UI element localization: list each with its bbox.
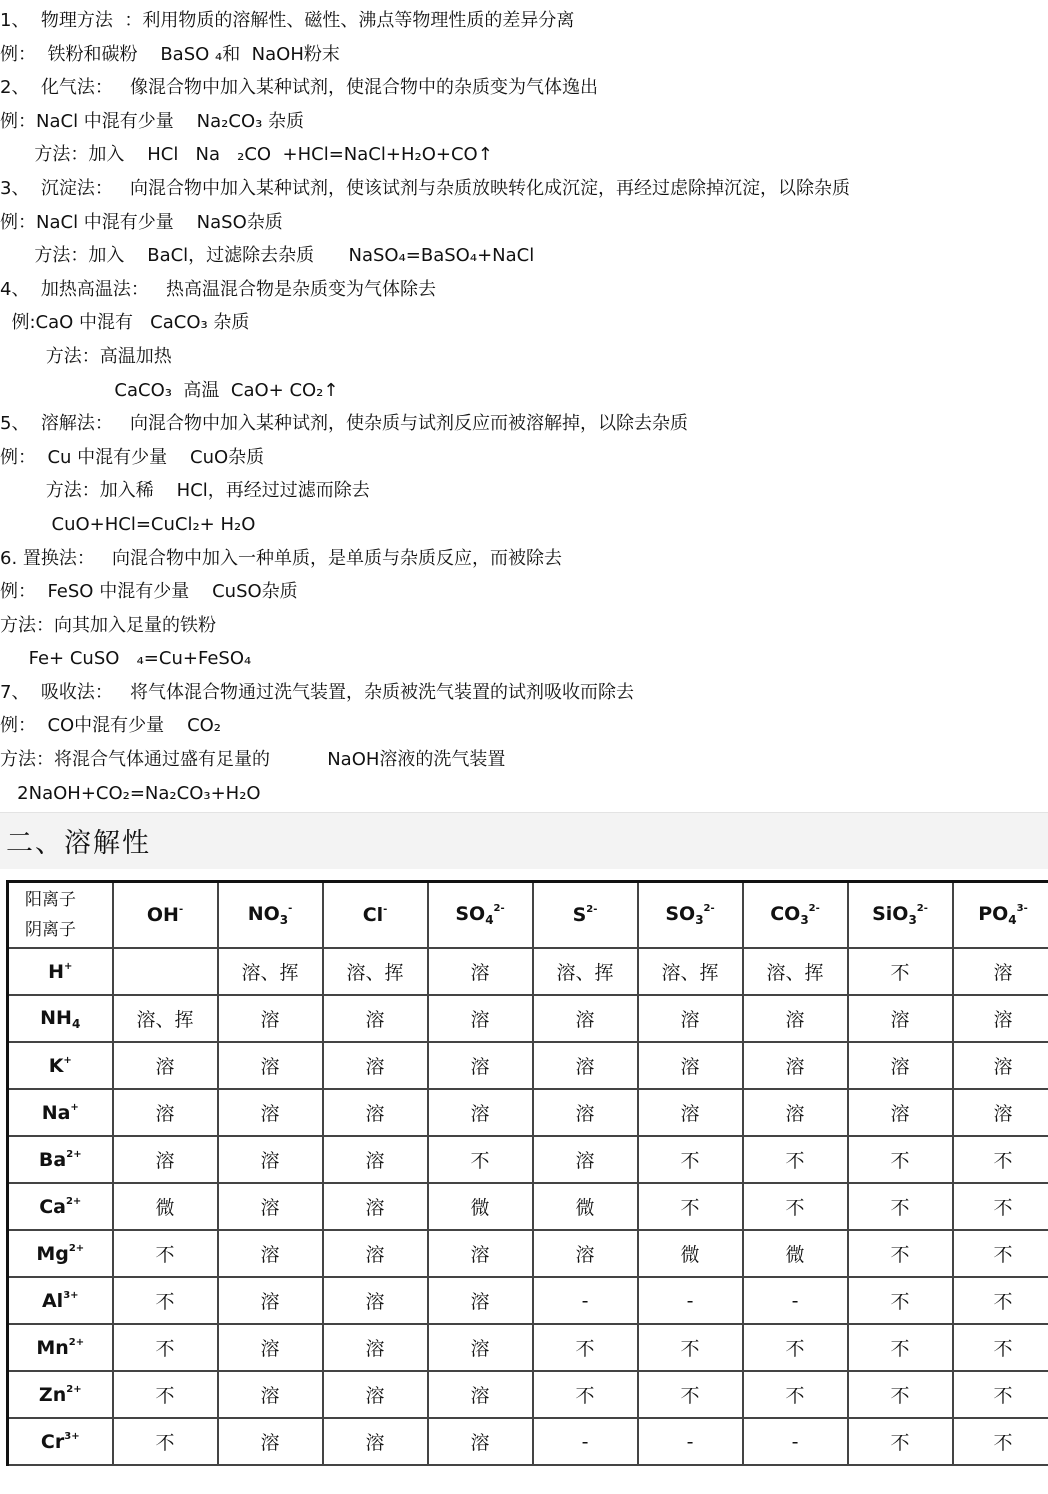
solubility-cell: 微 (743, 1230, 848, 1277)
solubility-cell: 溶 (428, 1371, 533, 1418)
solubility-cell: 不 (953, 1183, 1048, 1230)
solubility-cell: 不 (953, 1324, 1048, 1371)
text-line: 方法：加入 BaCl，过滤除去杂质 NaSO₄=BaSO₄+NaCl (0, 245, 535, 267)
ion-symbol: PO (978, 903, 1009, 925)
solubility-cell: 不 (743, 1183, 848, 1230)
solubility-cell: 不 (953, 1277, 1048, 1324)
solubility-cell: 溶、挥 (323, 948, 428, 995)
solubility-cell: 溶 (218, 1277, 323, 1324)
table-row (8, 1089, 1048, 1136)
solubility-cell: 不 (848, 948, 953, 995)
cation-header-cell (8, 1042, 113, 1089)
solubility-cell: 溶 (218, 1418, 323, 1465)
solubility-cell: 不 (113, 1324, 218, 1371)
solubility-cell: 溶 (743, 1089, 848, 1136)
solubility-cell: - (533, 1277, 638, 1324)
ion-charge: - (178, 904, 184, 915)
anion-header-cell (743, 882, 848, 949)
solubility-cell: 不 (743, 1136, 848, 1183)
solubility-cell: 不 (848, 1230, 953, 1277)
ion-symbol: SO (665, 903, 696, 925)
solubility-cell: 不 (848, 1418, 953, 1465)
ion-symbol: Cr (40, 1430, 65, 1453)
solubility-cell: 溶 (428, 1418, 533, 1465)
corner-anion-label: 阴离子 (25, 920, 76, 940)
ion-symbol: SO (455, 903, 486, 925)
ion-charge: 3+ (64, 1430, 80, 1442)
ion-charge: 2- (493, 903, 505, 914)
solubility-cell: 溶 (533, 995, 638, 1042)
solubility-cell: 溶 (428, 1042, 533, 1089)
solubility-cell: - (638, 1418, 743, 1465)
solubility-cell: 溶 (428, 948, 533, 995)
solubility-cell: - (533, 1418, 638, 1465)
ion-symbol: NH (40, 1006, 72, 1029)
ion-symbol: Zn (38, 1383, 67, 1406)
ion-charge: 2+ (68, 1336, 85, 1348)
cation-header-cell (8, 1230, 113, 1277)
text-line: 4、 加热高温法： 热高温混合物是杂质变为气体除去 (0, 278, 437, 300)
text-line: 例：NaCl 中混有少量 NaSO杂质 (0, 211, 283, 233)
cation-header-cell (8, 995, 113, 1042)
ion-charge: 2+ (68, 1242, 85, 1254)
solubility-cell: 溶 (218, 1183, 323, 1230)
cation-header-cell (8, 948, 113, 995)
text-line: 2、 化气法： 像混合物中加入某种试剂，使混合物中的杂质变为气体逸出 (0, 77, 599, 99)
solubility-cell: 溶 (428, 995, 533, 1042)
solubility-cell: 不 (638, 1136, 743, 1183)
ion-subscript: 3 (695, 913, 704, 927)
solubility-cell: 不 (953, 1230, 1048, 1277)
ion-symbol: NO (247, 903, 280, 925)
ion-charge: 2- (703, 903, 715, 914)
solubility-cell: 不 (848, 1371, 953, 1418)
solubility-cell: 溶 (428, 1324, 533, 1371)
text-line: CuO+HCl=CuCl₂+ H₂O (0, 513, 256, 535)
text-line: 方法：加入稀 HCl，再经过过滤而除去 (0, 480, 370, 502)
text-line: 2NaOH+CO₂=Na₂CO₃+H₂O (0, 782, 261, 804)
solubility-cell: 不 (533, 1371, 638, 1418)
cation-header-cell (8, 1183, 113, 1230)
solubility-cell: 溶 (848, 1042, 953, 1089)
section-divider (0, 812, 1048, 869)
text-line: 方法：加入 HCl Na ₂CO +HCl=NaCl+H₂O+CO↑ (0, 144, 493, 166)
solubility-cell: 溶 (638, 995, 743, 1042)
table-row (8, 948, 1048, 995)
ion-charge: 3- (1016, 903, 1028, 914)
solubility-cell: 溶 (743, 995, 848, 1042)
solubility-cell: 不 (848, 1136, 953, 1183)
solubility-cell: 溶 (218, 1371, 323, 1418)
method-text-block (0, 4, 1048, 810)
solubility-cell: 溶 (323, 1418, 428, 1465)
text-line: 例： FeSO 中混有少量 CuSO杂质 (0, 581, 298, 603)
ion-symbol: K (48, 1054, 64, 1077)
solubility-cell: 溶 (428, 1230, 533, 1277)
solubility-cell: 不 (953, 1418, 1048, 1465)
table-row (8, 1183, 1048, 1230)
solubility-cell: 溶 (218, 995, 323, 1042)
ion-subscript: 3 (800, 913, 809, 927)
solubility-cell: 不 (533, 1324, 638, 1371)
text-line: 6. 置换法： 向混合物中加入一种单质，是单质与杂质反应，而被除去 (0, 547, 563, 569)
solubility-cell: 溶 (953, 1042, 1048, 1089)
solubility-cell: 溶 (533, 1230, 638, 1277)
anion-header-cell (323, 882, 428, 949)
ion-symbol: Mn (36, 1336, 69, 1359)
ion-charge: + (70, 1101, 79, 1113)
text-line: 方法：向其加入足量的铁粉 (0, 614, 216, 636)
solubility-cell: 溶 (638, 1042, 743, 1089)
ion-subscript: 4 (1008, 913, 1017, 927)
table-row (8, 1230, 1048, 1277)
anion-header-cell (218, 882, 323, 949)
ion-symbol: H (48, 960, 64, 983)
ion-symbol: SiO (872, 903, 909, 925)
ion-symbol: Ca (39, 1195, 66, 1218)
text-line: 7、 吸收法： 将气体混合物通过洗气装置，杂质被洗气装置的试剂吸收而除去 (0, 681, 635, 703)
solubility-cell: 不 (113, 1371, 218, 1418)
table-row (8, 1136, 1048, 1183)
solubility-cell: 溶 (953, 995, 1048, 1042)
corner-cation-label: 阳离子 (25, 890, 76, 910)
solubility-cell: 溶 (323, 1230, 428, 1277)
solubility-cell: 溶 (218, 1324, 323, 1371)
solubility-cell: 溶 (533, 1136, 638, 1183)
ion-symbol: Mg (36, 1242, 69, 1265)
ion-symbol: Ba (38, 1148, 67, 1171)
solubility-cell: 溶 (428, 1277, 533, 1324)
anion-header-cell (533, 882, 638, 949)
solubility-cell: 溶 (428, 1089, 533, 1136)
ion-subscript: 3 (908, 913, 917, 927)
solubility-cell: 微 (638, 1230, 743, 1277)
section-title: 二、溶解性 (6, 828, 151, 859)
solubility-cell: 不 (848, 1324, 953, 1371)
cation-header-cell (8, 1371, 113, 1418)
solubility-cell: 不 (638, 1324, 743, 1371)
anion-header-cell (953, 882, 1048, 949)
cation-header-cell (8, 1418, 113, 1465)
solubility-cell: - (638, 1277, 743, 1324)
solubility-cell: 溶 (953, 1089, 1048, 1136)
solubility-cell: 溶 (323, 1324, 428, 1371)
ion-charge: + (63, 1054, 72, 1066)
solubility-cell: 溶 (743, 1042, 848, 1089)
solubility-cell: 溶、挥 (638, 948, 743, 995)
table-row (8, 1042, 1048, 1089)
ion-symbol: S (572, 904, 587, 926)
solubility-cell: 溶 (323, 1371, 428, 1418)
solubility-cell (113, 948, 218, 995)
solubility-cell: 不 (848, 1277, 953, 1324)
solubility-cell: 溶、挥 (113, 995, 218, 1042)
ion-charge: + (64, 960, 73, 972)
text-line: 5、 溶解法： 向混合物中加入某种试剂，使杂质与试剂反应而被溶解掉，以除去杂质 (0, 413, 689, 435)
cation-header-cell (8, 1136, 113, 1183)
ion-symbol: CO (770, 903, 801, 925)
solubility-cell: 溶 (218, 1136, 323, 1183)
solubility-cell: 溶 (533, 1089, 638, 1136)
anion-header-cell (428, 882, 533, 949)
anion-header-cell (113, 882, 218, 949)
text-line: 例： Cu 中混有少量 CuO杂质 (0, 446, 265, 468)
text-line: 方法：高温加热 (0, 345, 172, 367)
solubility-cell: 溶、挥 (743, 948, 848, 995)
ion-subscript: 4 (485, 913, 494, 927)
ion-symbol: Al (41, 1289, 64, 1312)
ion-charge: 2- (808, 903, 820, 914)
solubility-cell: 不 (638, 1183, 743, 1230)
ion-subscript: 4 (71, 1016, 81, 1031)
ion-charge: 2+ (65, 1195, 82, 1207)
solubility-cell: 溶、挥 (533, 948, 638, 995)
text-line: CaCO₃ 高温 CaO+ CO₂↑ (0, 379, 339, 401)
solubility-cell: 溶 (323, 995, 428, 1042)
ion-charge: 2+ (66, 1383, 82, 1395)
text-line: Fe+ CuSO ₄=Cu+FeSO₄ (0, 648, 252, 670)
cation-header-cell (8, 1277, 113, 1324)
solubility-cell: 不 (848, 1183, 953, 1230)
text-line: 例:CaO 中混有 CaCO₃ 杂质 (0, 312, 250, 334)
cation-header-cell (8, 1089, 113, 1136)
solubility-cell: 不 (743, 1371, 848, 1418)
solubility-cell: 溶 (953, 948, 1048, 995)
anion-header-cell (638, 882, 743, 949)
ion-symbol: Na (41, 1101, 71, 1124)
text-line: 1、 物理方法 ：利用物质的溶解性、磁性、沸点等物理性质的差异分离 (0, 10, 575, 31)
solubility-cell: 不 (953, 1136, 1048, 1183)
solubility-cell: 溶 (218, 1230, 323, 1277)
ion-symbol: OH (146, 904, 179, 926)
solubility-cell: 溶 (113, 1136, 218, 1183)
solubility-cell: 溶 (323, 1042, 428, 1089)
anion-header-cell (848, 882, 953, 949)
solubility-cell: 溶 (113, 1089, 218, 1136)
solubility-cell: 溶 (323, 1277, 428, 1324)
text-line: 方法：将混合气体通过盛有足量的 NaOH溶液的洗气装置 (0, 749, 506, 771)
ion-charge: 2+ (66, 1148, 82, 1160)
table-row (8, 995, 1048, 1042)
solubility-cell: 溶 (638, 1089, 743, 1136)
text-line: 例： CO中混有少量 CO₂ (0, 715, 222, 737)
solubility-cell: 溶 (848, 1089, 953, 1136)
solubility-cell: 溶 (323, 1136, 428, 1183)
solubility-cell: 溶 (848, 995, 953, 1042)
solubility-cell: 溶 (323, 1089, 428, 1136)
ion-charge: - (288, 903, 293, 914)
cation-header-cell (8, 1324, 113, 1371)
solubility-cell: - (743, 1418, 848, 1465)
table-row (8, 1277, 1048, 1324)
text-line: 3、 沉淀法： 向混合物中加入某种试剂，使该试剂与杂质放映转化成沉淀，再经过虑除掉沉淀，以除杂质 (0, 177, 851, 199)
solubility-cell: 不 (638, 1371, 743, 1418)
solubility-cell: 不 (953, 1371, 1048, 1418)
table-header-row (8, 882, 1048, 949)
text-line: 例： 铁粉和碳粉 BaSO ₄和 NaOH粉末 (0, 43, 340, 65)
ion-charge: - (383, 904, 388, 915)
solubility-cell: 溶、挥 (218, 948, 323, 995)
table-corner-cell (8, 882, 113, 949)
solubility-cell: 溶 (533, 1042, 638, 1089)
solubility-cell: - (743, 1277, 848, 1324)
ion-charge: 2- (916, 903, 928, 914)
solubility-cell: 微 (428, 1183, 533, 1230)
ion-charge: 2- (586, 904, 598, 915)
table-row (8, 1371, 1048, 1418)
ion-symbol: Cl (362, 904, 384, 926)
solubility-cell: 不 (743, 1324, 848, 1371)
solubility-table (6, 880, 1048, 1466)
solubility-cell: 溶 (218, 1089, 323, 1136)
solubility-cell: 溶 (113, 1042, 218, 1089)
solubility-cell: 不 (113, 1277, 218, 1324)
ion-charge: 3+ (63, 1289, 79, 1301)
table-row (8, 1324, 1048, 1371)
solubility-cell: 不 (113, 1230, 218, 1277)
solubility-cell: 不 (113, 1418, 218, 1465)
solubility-cell: 溶 (323, 1183, 428, 1230)
ion-subscript: 3 (279, 913, 289, 927)
solubility-cell: 微 (533, 1183, 638, 1230)
solubility-cell: 微 (113, 1183, 218, 1230)
solubility-cell: 不 (428, 1136, 533, 1183)
text-line: 例：NaCl 中混有少量 Na₂CO₃ 杂质 (0, 110, 305, 132)
table-row (8, 1418, 1048, 1465)
solubility-cell: 溶 (218, 1042, 323, 1089)
